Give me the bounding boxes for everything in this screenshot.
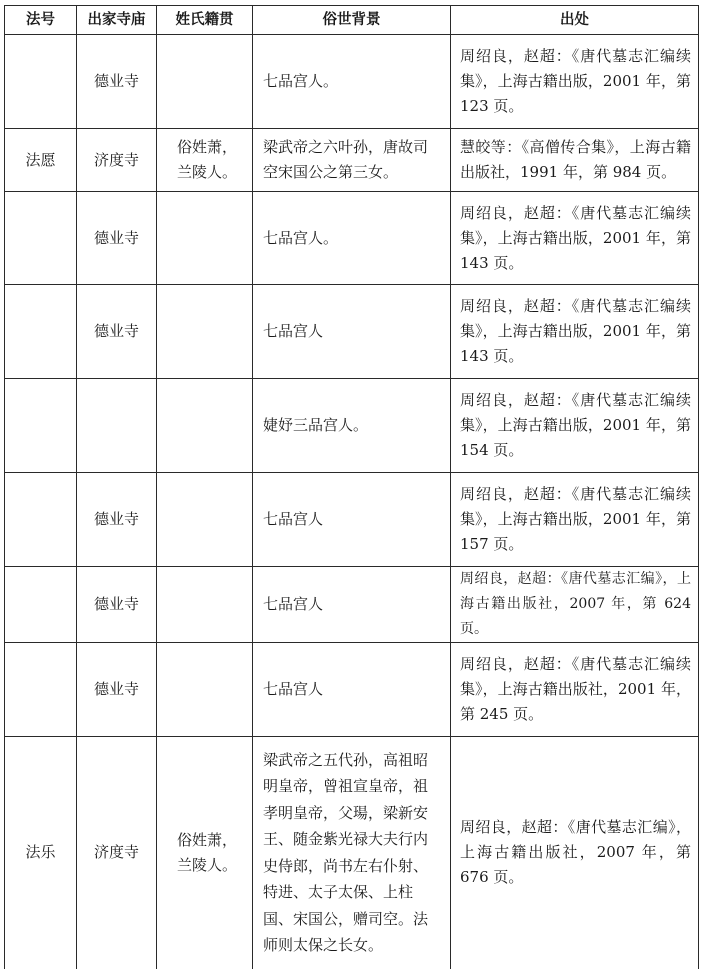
cell-source: 周绍良，赵超：《唐代墓志汇编续集》，上海古籍出版，2001 年，第 123 页。 bbox=[451, 35, 699, 129]
cell-background: 梁武帝之五代孙，高祖昭明皇帝，曾祖宣皇帝，祖孝明皇帝，父瑒，梁新安王、随金紫光禄大夫行内史侍郎，尚书左右仆射、特进、太子太保、上柱国、宋国公，赠司空。法师则太保之长女。 bbox=[253, 737, 451, 969]
cell-dharma-name bbox=[5, 473, 77, 567]
cell-dharma-name bbox=[5, 285, 77, 379]
table-row bbox=[5, 285, 699, 379]
cell-source: 周绍良，赵超：《唐代墓志汇编续集》，上海古籍出版，2001 年，第 143 页。 bbox=[451, 285, 699, 379]
cell-background: 七品宫人 bbox=[253, 285, 451, 379]
monastic-records-table bbox=[4, 5, 699, 969]
cell-background: 七品宫人 bbox=[253, 643, 451, 737]
table-row bbox=[5, 567, 699, 643]
cell-dharma-name: 法愿 bbox=[5, 129, 77, 192]
cell-background: 梁武帝之六叶孙，唐故司空宋国公之第三女。 bbox=[253, 129, 451, 192]
cell-temple: 德业寺 bbox=[77, 473, 157, 567]
cell-origin bbox=[157, 192, 253, 285]
header-surname-origin: 姓氏籍贯 bbox=[157, 6, 253, 35]
cell-dharma-name bbox=[5, 192, 77, 285]
cell-temple: 德业寺 bbox=[77, 567, 157, 643]
cell-background: 七品宫人 bbox=[253, 473, 451, 567]
cell-temple: 德业寺 bbox=[77, 643, 157, 737]
cell-temple: 德业寺 bbox=[77, 35, 157, 129]
cell-source: 周绍良，赵超：《唐代墓志汇编续集》，上海古籍出版，2001 年，第 143 页。 bbox=[451, 192, 699, 285]
cell-origin bbox=[157, 35, 253, 129]
table-row bbox=[5, 473, 699, 567]
cell-background: 婕妤三品宫人。 bbox=[253, 379, 451, 473]
header-temple: 出家寺庙 bbox=[77, 6, 157, 35]
cell-background: 七品宫人 bbox=[253, 567, 451, 643]
cell-source: 周绍良，赵超：《唐代墓志汇编续集》，上海古籍出版社，2001 年，第 245 页。 bbox=[451, 643, 699, 737]
table-row bbox=[5, 737, 699, 969]
cell-source: 慧皎等：《高僧传合集》，上海古籍出版社，1991 年，第 984 页。 bbox=[451, 129, 699, 192]
cell-background: 七品宫人。 bbox=[253, 35, 451, 129]
cell-source: 周绍良，赵超：《唐代墓志汇编续集》，上海古籍出版，2001 年，第 157 页。 bbox=[451, 473, 699, 567]
cell-dharma-name bbox=[5, 35, 77, 129]
cell-temple: 济度寺 bbox=[77, 129, 157, 192]
cell-source: 周绍良，赵超：《唐代墓志汇编》，上海古籍出版社，2007 年，第 676 页。 bbox=[451, 737, 699, 969]
cell-dharma-name bbox=[5, 567, 77, 643]
cell-origin bbox=[157, 379, 253, 473]
cell-origin bbox=[157, 567, 253, 643]
cell-temple bbox=[77, 379, 157, 473]
header-dharma-name: 法号 bbox=[5, 6, 77, 35]
cell-origin bbox=[157, 285, 253, 379]
cell-temple: 德业寺 bbox=[77, 192, 157, 285]
cell-temple: 德业寺 bbox=[77, 285, 157, 379]
cell-dharma-name bbox=[5, 379, 77, 473]
cell-source: 周绍良，赵超：《唐代墓志汇编续集》，上海古籍出版，2001 年，第 154 页。 bbox=[451, 379, 699, 473]
cell-origin bbox=[157, 643, 253, 737]
table-row bbox=[5, 129, 699, 192]
cell-origin: 俗姓萧，兰陵人。 bbox=[157, 737, 253, 969]
table-row bbox=[5, 379, 699, 473]
cell-origin bbox=[157, 473, 253, 567]
cell-source: 周绍良，赵超：《唐代墓志汇编》，上海古籍出版社，2007 年，第 624 页。 bbox=[451, 567, 699, 643]
table-row bbox=[5, 643, 699, 737]
cell-dharma-name bbox=[5, 643, 77, 737]
cell-dharma-name: 法乐 bbox=[5, 737, 77, 969]
header-secular-background: 俗世背景 bbox=[253, 6, 451, 35]
cell-temple: 济度寺 bbox=[77, 737, 157, 969]
cell-origin: 俗姓萧，兰陵人。 bbox=[157, 129, 253, 192]
table-row bbox=[5, 192, 699, 285]
header-row bbox=[5, 6, 699, 35]
table-row bbox=[5, 35, 699, 129]
header-source: 出处 bbox=[451, 6, 699, 35]
cell-background: 七品宫人。 bbox=[253, 192, 451, 285]
